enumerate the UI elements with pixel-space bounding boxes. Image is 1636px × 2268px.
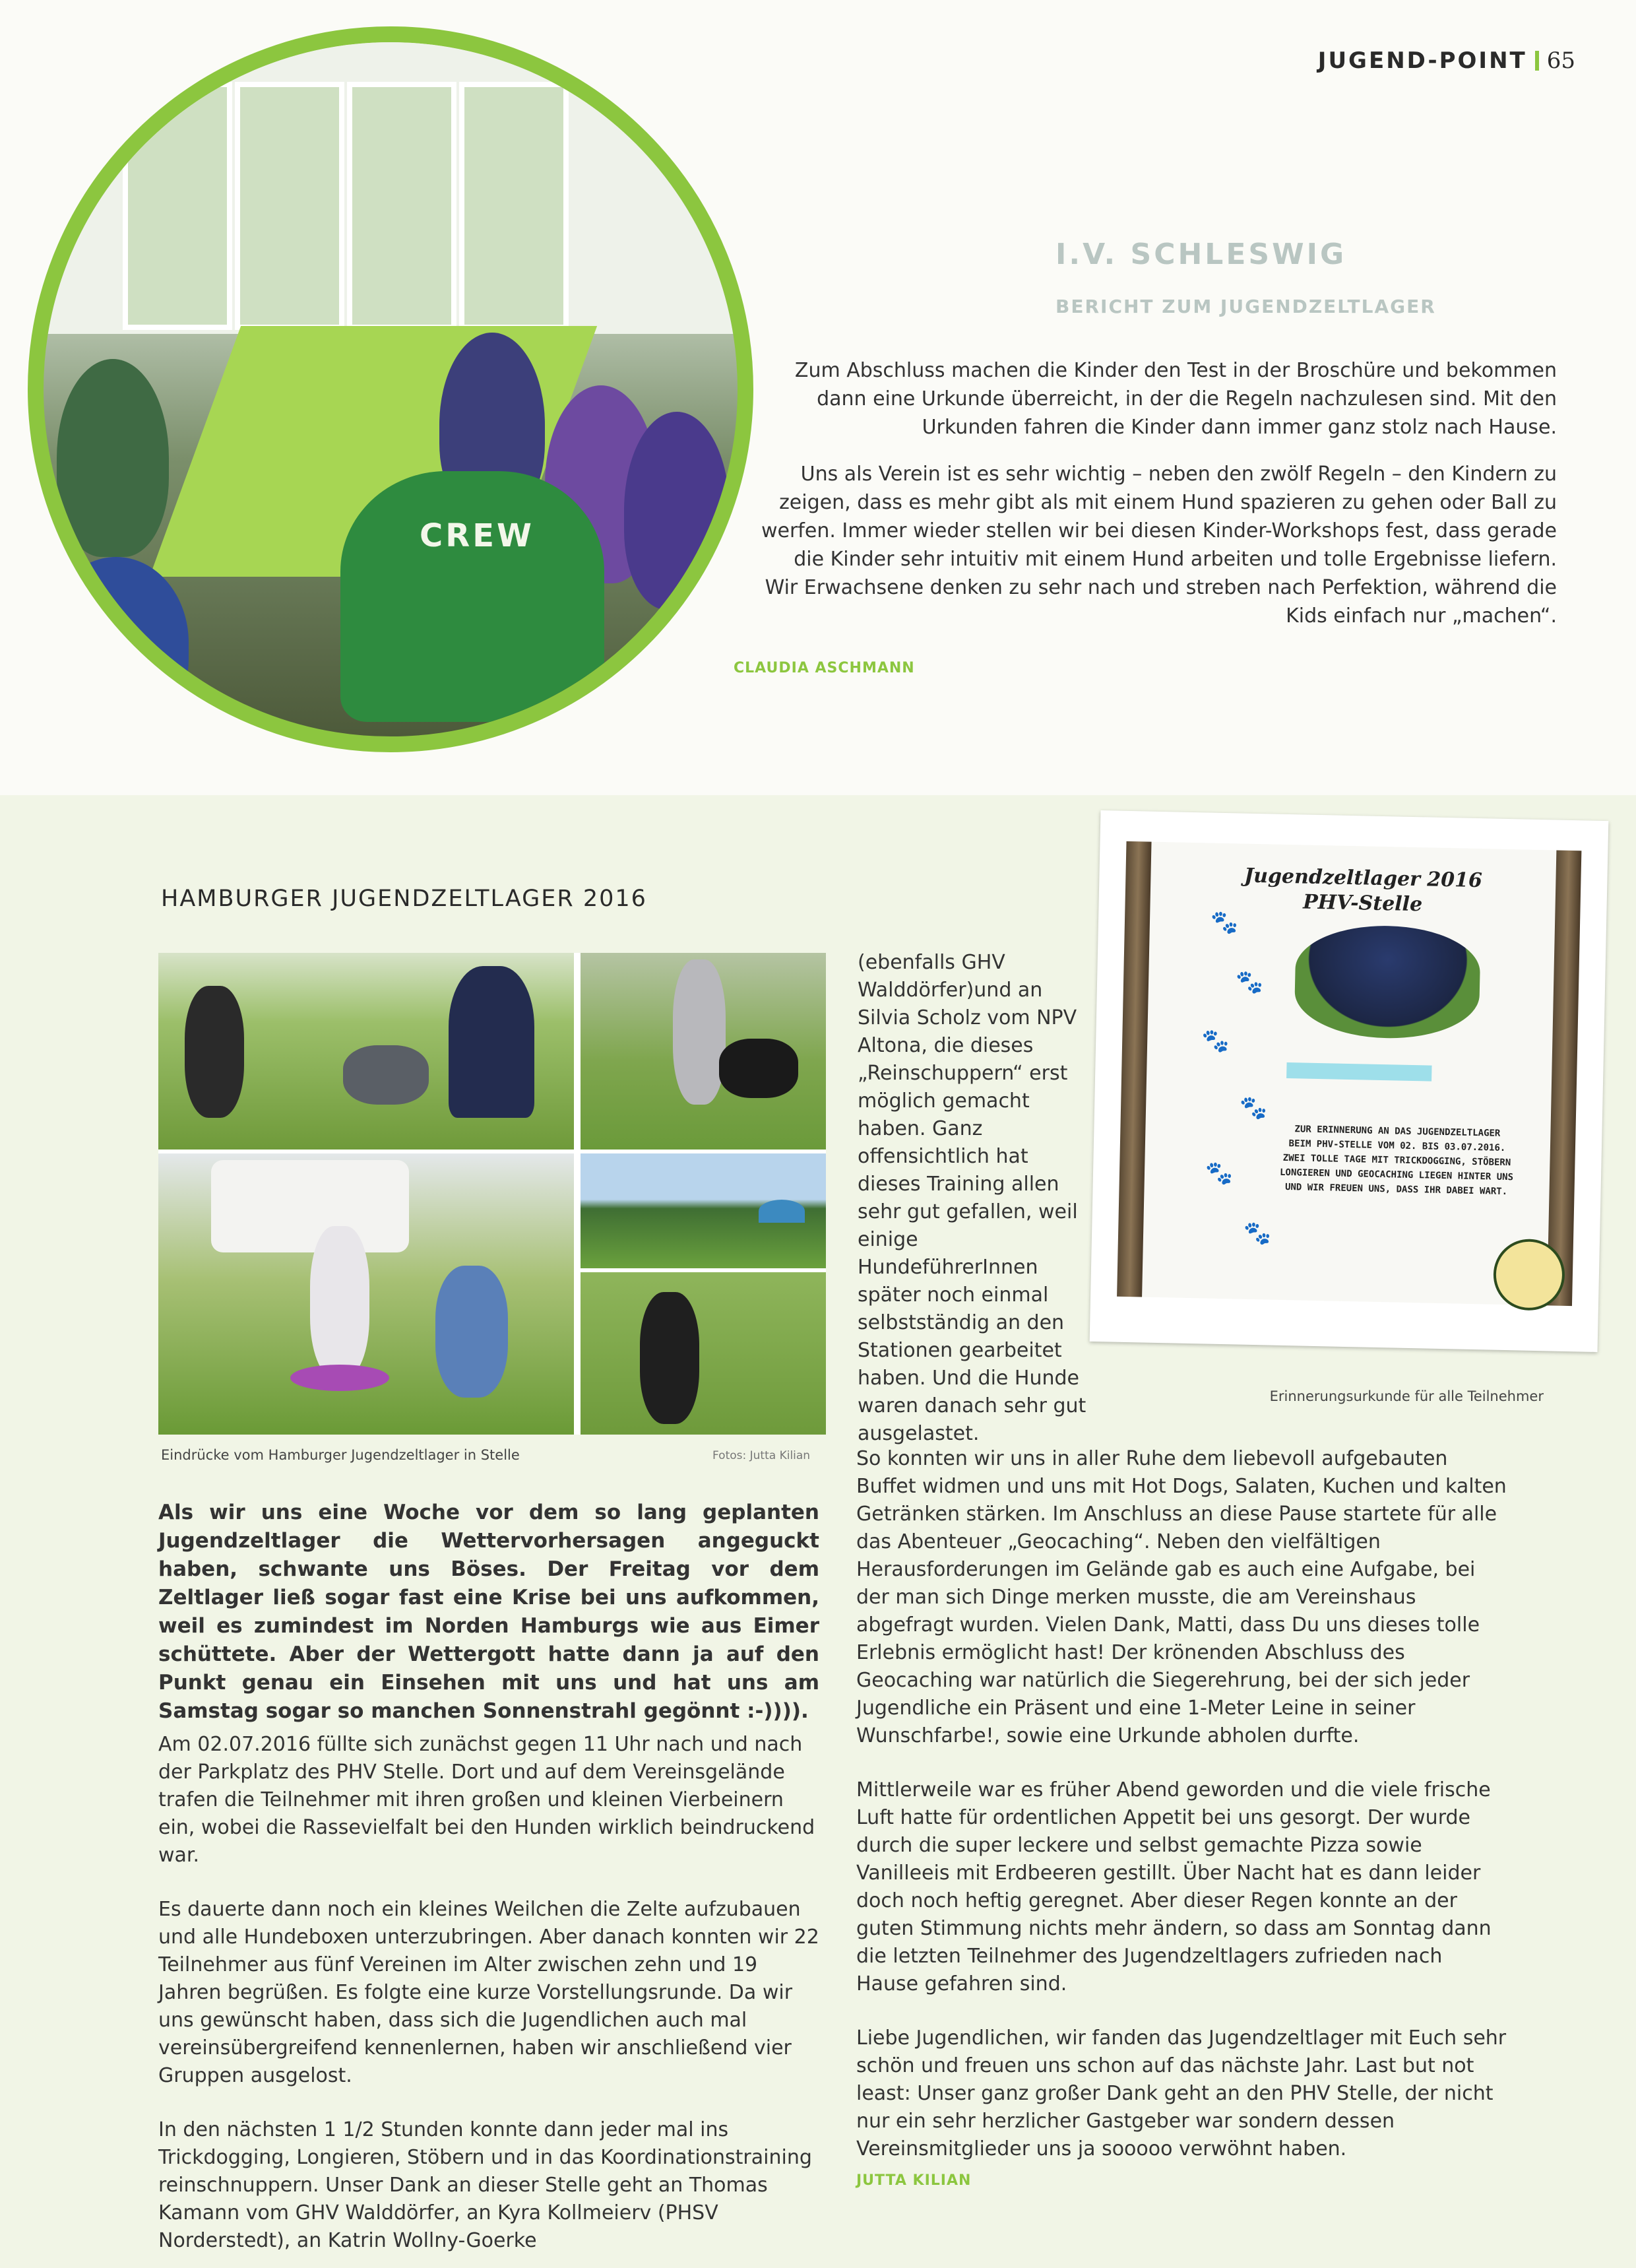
crew-shirt-text: CREW [420, 517, 534, 554]
certificate-line: ZUR ERINNERUNG AN DAS JUGENDZELTLAGER [1294, 1124, 1501, 1139]
body-paragraph: So konnten wir uns in aller Ruhe dem liebevoll aufgebauten Buffet widmen und uns mit Hot Dogs, Salaten, Kuchen und kalten Getränken stärken. Im Anschluss an diese Pause startete für alle das Abenteuer „Geocaching“. Neben den vielfältigen Herausforderungen im Gelände gab es auch eine Aufgabe, bei der man sich Dinge merken musste, die am Vereinshaus abgefragt wurden. Vielen Dank, Matti, dass Du uns dieses tolle Erlebnis ermöglicht hast! Der krönenden Abschluss des Geocaching war natürlich die Siegerehrung, bei der sich jeder Jugendliche ein Präsent und eine 1-Meter Leine in seiner Wunschfarbe!, sowie eine Urkunde abholen durfte. [856, 1447, 1507, 1747]
body-paragraph: Am 02.07.2016 füllte sich zunächst gegen 11 Uhr nach und nach der Parkplatz des PHV Stelle. Dort und auf dem Vereinsgelände trafen die Teilnehmer mit ihren großen und kleinen Vierbeinern ein, wobei die Rassevielfalt bei den Hunden wirklich beindruckend war. [158, 1733, 815, 1867]
photo-window [347, 82, 456, 330]
certificate-image [1090, 810, 1609, 1352]
collage-caption: Eindrücke vom Hamburger Jugendzeltlager in Stelle [161, 1447, 520, 1463]
paw-icon: 🐾 [1210, 909, 1239, 936]
photo-child [624, 412, 730, 610]
article-title: HAMBURGER JUGENDZELTLAGER 2016 [161, 886, 647, 912]
certificate-caption: Erinnerungsurkunde für alle Teilnehmer [1269, 1388, 1544, 1404]
photo-window [235, 82, 344, 330]
collage-photo-walk [581, 953, 826, 1150]
narrow-column-text: (ebenfalls GHV Walddörfer)und an Silvia Scholz vom NPV Altona, die dieses „Reinschuppern“ erst möglich gemacht haben. Ganz offensichtlich hat dieses Training allen sehr gut gefallen, weil einige HundeführerInnen später noch einmal selbstständig an den Stationen gearbeitet haben. Und die Hunde waren danach sehr gut ausgelastet. [858, 951, 1086, 1445]
photo-dog [719, 1039, 798, 1098]
certificate-paper [1117, 841, 1581, 1306]
collage-photo-tricks [158, 953, 574, 1150]
photo-campervan [211, 1160, 409, 1252]
collage-photo-tents [581, 1153, 826, 1268]
body-paragraph: In den nächsten 1 1/2 Stunden konnte dann jeder mal ins Trickdogging, Longieren, Stöbern und in das Koordinationstraining reinschnuppern. Unser Dank an dieser Stelle geht an Thomas Kamann vom GHV Walddörfer, an Kyra Kollmeierv (PHSV Norderstedt), an Katrin Wollny-Goerke [158, 2118, 812, 2252]
certificate-title-line2: PHV-Stelle [1302, 890, 1423, 917]
intro-text [759, 356, 1557, 634]
article-author: JUTTA KILIAN [856, 2172, 972, 2189]
body-paragraph: Liebe Jugendlichen, wir fanden das Jugendzeltlager mit Euch sehr schön und freuen uns schon auf das nächste Jahr. Last but not least: Unser ganz großer Dank geht an den PHV Stelle, der nicht nur ein sehr herzlicher Gastgeber war sondern dessen Vereinsmitglieder uns ja sooooo verwöhnt haben. [856, 2026, 1507, 2160]
header-divider [1535, 51, 1539, 71]
left-column [158, 1731, 819, 2255]
photo-collage [158, 953, 826, 1435]
camp-illustration [1294, 924, 1480, 1040]
photo-window [459, 82, 569, 330]
intro-paragraph: Zum Abschluss machen die Kinder den Test in der Broschüre und bekommen dann eine Urkunde überreicht, in der die Regeln nachzulesen sind. Mit den Urkunden fahren die Kinder dann immer ganz stolz nach Hause. [794, 359, 1557, 439]
photo-person [449, 966, 534, 1118]
photo-dog [640, 1292, 699, 1424]
ghost-headline: I.V. SCHLESWIG [1055, 238, 1347, 271]
certificate-line: UND WIR FREUEN UNS, DASS IHR DABEI WART. [1284, 1182, 1508, 1198]
workshop-photo [28, 26, 753, 752]
name-strip [1286, 1062, 1432, 1082]
photo-balance-disc [290, 1365, 389, 1391]
paw-icon: 🐾 [1239, 1094, 1268, 1122]
photo-dog [343, 1045, 429, 1105]
paw-icon: 🐾 [1243, 1219, 1272, 1247]
collage-photo-dog-sit [581, 1272, 826, 1435]
photo-child [44, 557, 189, 729]
tree-trunk-left [1117, 841, 1151, 1297]
collage-photo-campervan [158, 1153, 574, 1435]
body-paragraph: Es dauerte dann noch ein kleines Weilchen die Zelte aufzubauen und alle Hundeboxen unterzubringen. Aber danach konnten wir 22 Teilnehmer aus fünf Vereinen im Alter zwischen zehn und 19 Jahren begrüßen. Es folgte eine kurze Vorstellungsrunde. Da wir uns gewünscht haben, dass sich die Jugendlichen auch mal vereinsübergreifend kennenlernen, haben wir anschließend vier Gruppen ausgelost. [158, 1898, 819, 2087]
intro-paragraph: Uns als Verein ist es sehr wichtig – neben den zwölf Regeln – den Kindern zu zeigen, dass es mehr gibt als mit einem Hund spazieren zu gehen oder Ball zu werfen. Immer wieder stellen wir bei diesen Kinder-Workshops fest, dass gerade die Kinder sehr intuitiv mit einem Hund arbeiten und tolle Ergebnisse liefern. Wir Erwachsene denken zu sehr nach und streben nach Perfektion, während die Kids einfach nur „machen“. [761, 463, 1557, 628]
certificate-line: ZWEI TOLLE TAGE MIT TRICKDOGGING, STÖBERN [1282, 1152, 1511, 1169]
intro-author: CLAUDIA ASCHMANN [734, 660, 915, 676]
article-lead: Als wir uns eine Woche vor dem so lang geplanten Jugendzeltlager die Wettervorhersagen angeguckt haben, schwante uns Böses. Der Freitag vor dem Zeltlager ließ sogar fast eine Krise bei uns aufkommen, weil es zumindest im Norden Hamburgs wie aus Eimer schüttete. Aber der Wettergott hatte dann ja auf den Punkt genau ein Einsehen mit uns und hat uns am Samstag sogar so manchen Sonnenstrahl gegönnt :-)))). [158, 1501, 819, 1723]
body-paragraph: Mittlerweile war es früher Abend geworden und die viele frische Luft hatte für ordentlichen Appetit bei uns gesorgt. Der wurde durch die super leckere und selbst gemachte Pizza sowie Vanilleeis mit Erdbeeren gestillt. Über Nacht hat es dann leider doch noch heftig geregnet. Aber dieser Regen konnte an der guten Stimmung nichts mehr ändern, so dass am Sonntag dann die letzten Teilnehmer des Jugendzeltlagers zufrieden nach Hause gefahren sind. [856, 1778, 1492, 1995]
certificate-line: BEIM PHV-STELLE VOM 02. BIS 03.07.2016. [1288, 1138, 1506, 1153]
certificate-text [1271, 1122, 1523, 1200]
paw-icon: 🐾 [1205, 1159, 1234, 1187]
photo-credit: Fotos: Jutta Kilian [712, 1449, 811, 1462]
page-number: 65 [1546, 48, 1575, 74]
tree-trunk-right [1547, 851, 1581, 1307]
photo-dog [185, 986, 244, 1118]
paw-icon: 🐾 [1201, 1027, 1230, 1055]
photo-window [123, 82, 232, 330]
crew-shirt-person [340, 471, 604, 722]
paw-prints [1190, 909, 1290, 1280]
certificate-title-line1: Jugendzeltlager 2016 [1243, 864, 1483, 893]
photo-person [310, 1226, 369, 1378]
right-column [856, 1445, 1509, 2195]
photo-person [435, 1266, 508, 1398]
section-title: JUGEND-POINT [1317, 48, 1527, 74]
certificate-line: LONGIEREN UND GEOCACHING LIEGEN HINTER UNS [1279, 1167, 1514, 1183]
photo-person [673, 959, 726, 1105]
ghost-subhead: BERICHT ZUM JUGENDZELTLAGER [1055, 296, 1436, 317]
photo-child [57, 359, 169, 557]
photo-tent [759, 1200, 805, 1223]
page-header [1318, 48, 1575, 74]
paw-icon: 🐾 [1235, 969, 1264, 996]
